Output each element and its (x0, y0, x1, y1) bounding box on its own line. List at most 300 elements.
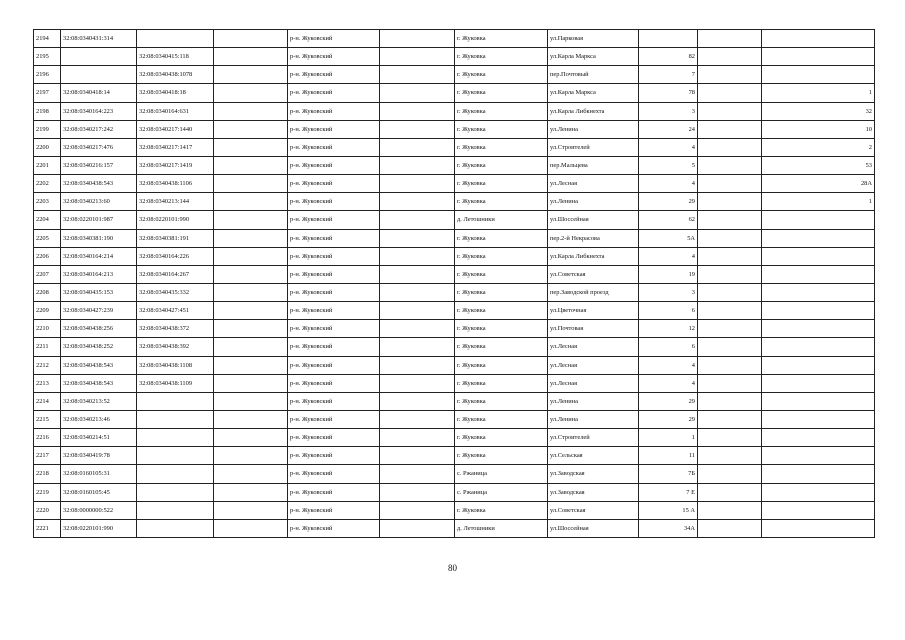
cell-apartment-number (762, 30, 875, 48)
cell-apartment-number (762, 66, 875, 84)
cell-apartment-number: 32 (762, 102, 875, 120)
cell-cadastral-number: 32:08:0340164:223 (61, 102, 137, 120)
cell-empty-col-a (214, 156, 288, 174)
cell-street: ул.Карла Либкнехта (548, 102, 639, 120)
cell-object-cadastral-number: 32:08:0340438:1109 (137, 374, 214, 392)
cell-district: р-н. Жуковский (288, 302, 380, 320)
cell-locality: г. Жуковка (455, 48, 548, 66)
cell-cadastral-number (61, 48, 137, 66)
cell-locality: г. Жуковка (455, 320, 548, 338)
cell-object-cadastral-number (137, 519, 214, 537)
cell-house-number (639, 30, 698, 48)
cell-empty-col-c (698, 410, 762, 428)
table-row (34, 84, 875, 102)
table-row (34, 30, 875, 48)
cell-row-number: 2206 (34, 247, 61, 265)
cell-object-cadastral-number: 32:08:0340438:372 (137, 320, 214, 338)
cell-district: р-н. Жуковский (288, 374, 380, 392)
cell-cadastral-number: 32:08:0340419:78 (61, 447, 137, 465)
cell-empty-col-b (380, 120, 455, 138)
cell-empty-col-a (214, 84, 288, 102)
table-row (34, 447, 875, 465)
cell-cadastral-number: 32:08:0340381:190 (61, 229, 137, 247)
cell-locality: д. Летошники (455, 211, 548, 229)
cell-object-cadastral-number: 32:08:0340418:18 (137, 84, 214, 102)
cell-row-number: 2207 (34, 265, 61, 283)
table-row (34, 410, 875, 428)
cell-row-number: 2216 (34, 429, 61, 447)
cell-object-cadastral-number (137, 447, 214, 465)
cell-street: ул.Шоссейная (548, 519, 639, 537)
cell-house-number: 4 (639, 374, 698, 392)
cell-street: пер.2-й Некрасова (548, 229, 639, 247)
cell-empty-col-c (698, 48, 762, 66)
cell-street: пер.Почтовый (548, 66, 639, 84)
cell-object-cadastral-number: 32:08:0340213:144 (137, 193, 214, 211)
cell-empty-col-b (380, 320, 455, 338)
cell-empty-col-a (214, 338, 288, 356)
cell-empty-col-c (698, 320, 762, 338)
cell-empty-col-b (380, 66, 455, 84)
registry-table (33, 29, 875, 538)
cell-district: р-н. Жуковский (288, 66, 380, 84)
cell-empty-col-b (380, 356, 455, 374)
cell-empty-col-a (214, 193, 288, 211)
cell-cadastral-number: 32:08:0340438:543 (61, 356, 137, 374)
cell-row-number: 2196 (34, 66, 61, 84)
cell-empty-col-a (214, 465, 288, 483)
cell-street: ул.Советская (548, 265, 639, 283)
cell-empty-col-b (380, 265, 455, 283)
cell-object-cadastral-number: 32:08:0340164:631 (137, 102, 214, 120)
cell-empty-col-c (698, 120, 762, 138)
cell-district: р-н. Жуковский (288, 338, 380, 356)
cell-district: р-н. Жуковский (288, 84, 380, 102)
cell-street: ул.Лесная (548, 338, 639, 356)
cell-row-number: 2197 (34, 84, 61, 102)
cell-object-cadastral-number: 32:08:0340217:1417 (137, 138, 214, 156)
cell-cadastral-number: 32:08:0340214:51 (61, 429, 137, 447)
cell-empty-col-b (380, 501, 455, 519)
cell-empty-col-a (214, 519, 288, 537)
cell-row-number: 2218 (34, 465, 61, 483)
cell-house-number: 78 (639, 84, 698, 102)
cell-row-number: 2209 (34, 302, 61, 320)
cell-row-number: 2215 (34, 410, 61, 428)
cell-cadastral-number: 32:08:0340431:314 (61, 30, 137, 48)
cell-empty-col-c (698, 156, 762, 174)
table-row (34, 519, 875, 537)
cell-cadastral-number: 32:08:0340438:543 (61, 175, 137, 193)
cell-object-cadastral-number: 32:08:0340415:118 (137, 48, 214, 66)
cell-empty-col-a (214, 229, 288, 247)
cell-empty-col-b (380, 102, 455, 120)
table-row (34, 229, 875, 247)
cell-locality: г. Жуковка (455, 392, 548, 410)
cell-apartment-number (762, 48, 875, 66)
cell-empty-col-c (698, 338, 762, 356)
cell-empty-col-b (380, 247, 455, 265)
cell-empty-col-a (214, 120, 288, 138)
cell-empty-col-a (214, 392, 288, 410)
cell-empty-col-a (214, 447, 288, 465)
cell-locality: г. Жуковка (455, 374, 548, 392)
cell-house-number: 4 (639, 175, 698, 193)
cell-locality: г. Жуковка (455, 229, 548, 247)
cell-locality: г. Жуковка (455, 66, 548, 84)
cell-street: ул.Советская (548, 501, 639, 519)
cell-empty-col-a (214, 302, 288, 320)
cell-empty-col-c (698, 229, 762, 247)
cell-cadastral-number: 32:08:0160105:31 (61, 465, 137, 483)
cell-street: ул.Ленина (548, 193, 639, 211)
cell-apartment-number (762, 519, 875, 537)
cell-house-number: 6 (639, 302, 698, 320)
cell-empty-col-b (380, 283, 455, 301)
cell-apartment-number (762, 356, 875, 374)
cell-cadastral-number: 32:08:0340213:46 (61, 410, 137, 428)
cell-district: р-н. Жуковский (288, 447, 380, 465)
cell-empty-col-a (214, 410, 288, 428)
cell-house-number: 6 (639, 338, 698, 356)
cell-street: пер.Мальцева (548, 156, 639, 174)
cell-empty-col-b (380, 338, 455, 356)
cell-house-number: 62 (639, 211, 698, 229)
table-row (34, 211, 875, 229)
cell-row-number: 2211 (34, 338, 61, 356)
cell-empty-col-b (380, 84, 455, 102)
cell-street: ул.Парковая (548, 30, 639, 48)
cell-object-cadastral-number (137, 501, 214, 519)
cell-empty-col-b (380, 374, 455, 392)
cell-empty-col-b (380, 392, 455, 410)
cell-row-number: 2214 (34, 392, 61, 410)
cell-house-number: 12 (639, 320, 698, 338)
cell-street: ул.Строителей (548, 138, 639, 156)
cell-street: ул.Строителей (548, 429, 639, 447)
cell-street: ул.Сельская (548, 447, 639, 465)
cell-cadastral-number (61, 66, 137, 84)
cell-locality: г. Жуковка (455, 84, 548, 102)
cell-empty-col-c (698, 211, 762, 229)
cell-district: р-н. Жуковский (288, 392, 380, 410)
cell-object-cadastral-number (137, 483, 214, 501)
cell-district: р-н. Жуковский (288, 102, 380, 120)
table-row (34, 501, 875, 519)
cell-object-cadastral-number (137, 392, 214, 410)
cell-empty-col-c (698, 247, 762, 265)
cell-apartment-number (762, 429, 875, 447)
table-row (34, 356, 875, 374)
cell-object-cadastral-number: 32:08:0340217:1419 (137, 156, 214, 174)
cell-empty-col-b (380, 483, 455, 501)
table-row (34, 102, 875, 120)
cell-empty-col-c (698, 465, 762, 483)
cell-house-number: 34А (639, 519, 698, 537)
table-row (34, 156, 875, 174)
cell-house-number: 29 (639, 193, 698, 211)
cell-empty-col-a (214, 138, 288, 156)
cell-row-number: 2217 (34, 447, 61, 465)
cell-locality: г. Жуковка (455, 175, 548, 193)
cell-cadastral-number: 32:08:0340213:60 (61, 193, 137, 211)
cell-object-cadastral-number: 32:08:0340438:1108 (137, 356, 214, 374)
cell-apartment-number (762, 265, 875, 283)
table-row (34, 265, 875, 283)
cell-locality: с. Ржаница (455, 483, 548, 501)
cell-locality: г. Жуковка (455, 102, 548, 120)
cell-locality: г. Жуковка (455, 302, 548, 320)
cell-empty-col-b (380, 429, 455, 447)
cell-locality: г. Жуковка (455, 265, 548, 283)
cell-street: ул.Цветочная (548, 302, 639, 320)
cell-object-cadastral-number (137, 429, 214, 447)
cell-district: р-н. Жуковский (288, 138, 380, 156)
cell-locality: г. Жуковка (455, 447, 548, 465)
cell-cadastral-number: 32:08:0340427:239 (61, 302, 137, 320)
table-row (34, 193, 875, 211)
cell-locality: г. Жуковка (455, 30, 548, 48)
cell-cadastral-number: 32:08:0160105:45 (61, 483, 137, 501)
cell-apartment-number (762, 229, 875, 247)
cell-house-number: 4 (639, 247, 698, 265)
cell-house-number: 4 (639, 356, 698, 374)
cell-locality: г. Жуковка (455, 156, 548, 174)
table-row (34, 175, 875, 193)
cell-district: р-н. Жуковский (288, 156, 380, 174)
cell-district: р-н. Жуковский (288, 519, 380, 537)
cell-house-number: 4 (639, 138, 698, 156)
cell-empty-col-a (214, 30, 288, 48)
cell-cadastral-number: 32:08:0340418:14 (61, 84, 137, 102)
cell-house-number: 7Б (639, 465, 698, 483)
table-row (34, 483, 875, 501)
cell-street: ул.Карла Либкнехта (548, 247, 639, 265)
cell-row-number: 2208 (34, 283, 61, 301)
cell-cadastral-number: 32:08:0340217:242 (61, 120, 137, 138)
cell-locality: г. Жуковка (455, 410, 548, 428)
cell-apartment-number (762, 338, 875, 356)
table-row (34, 374, 875, 392)
cell-apartment-number (762, 410, 875, 428)
cell-empty-col-c (698, 193, 762, 211)
cell-apartment-number (762, 283, 875, 301)
cell-cadastral-number: 32:08:0340438:256 (61, 320, 137, 338)
cell-object-cadastral-number: 32:08:0340435:332 (137, 283, 214, 301)
cell-district: р-н. Жуковский (288, 320, 380, 338)
cell-house-number: 15 А (639, 501, 698, 519)
table-row (34, 320, 875, 338)
cell-empty-col-b (380, 465, 455, 483)
cell-object-cadastral-number: 32:08:0340164:226 (137, 247, 214, 265)
cell-street: ул.Карла Маркса (548, 84, 639, 102)
cell-empty-col-a (214, 175, 288, 193)
table-row (34, 429, 875, 447)
cell-empty-col-a (214, 102, 288, 120)
cell-empty-col-a (214, 320, 288, 338)
cell-empty-col-c (698, 30, 762, 48)
cell-row-number: 2201 (34, 156, 61, 174)
cell-empty-col-c (698, 501, 762, 519)
cell-row-number: 2220 (34, 501, 61, 519)
cell-empty-col-a (214, 66, 288, 84)
cell-apartment-number: 28А (762, 175, 875, 193)
cell-house-number: 5А (639, 229, 698, 247)
cell-object-cadastral-number: 32:08:0340438:1078 (137, 66, 214, 84)
table-row (34, 247, 875, 265)
table-row (34, 48, 875, 66)
cell-house-number: 24 (639, 120, 698, 138)
cell-apartment-number (762, 465, 875, 483)
cell-cadastral-number: 32:08:0340435:153 (61, 283, 137, 301)
table-row (34, 465, 875, 483)
cell-empty-col-b (380, 211, 455, 229)
cell-empty-col-a (214, 48, 288, 66)
cell-district: р-н. Жуковский (288, 501, 380, 519)
cell-house-number: 19 (639, 265, 698, 283)
cell-apartment-number: 1 (762, 84, 875, 102)
cell-house-number: 7 (639, 66, 698, 84)
table-row (34, 392, 875, 410)
cell-empty-col-c (698, 302, 762, 320)
cell-locality: д. Летошники (455, 519, 548, 537)
cell-object-cadastral-number: 32:08:0340438:1106 (137, 175, 214, 193)
cell-district: р-н. Жуковский (288, 193, 380, 211)
cell-street: ул.Шоссейная (548, 211, 639, 229)
cell-cadastral-number: 32:08:0220101:987 (61, 211, 137, 229)
cell-empty-col-c (698, 66, 762, 84)
cell-locality: г. Жуковка (455, 356, 548, 374)
table-row (34, 338, 875, 356)
cell-street: ул.Ленина (548, 120, 639, 138)
cell-street: ул.Ленина (548, 410, 639, 428)
cell-locality: г. Жуковка (455, 120, 548, 138)
cell-apartment-number: 1 (762, 193, 875, 211)
cell-row-number: 2203 (34, 193, 61, 211)
cell-street: ул.Заводская (548, 465, 639, 483)
cell-object-cadastral-number (137, 410, 214, 428)
cell-apartment-number (762, 447, 875, 465)
cell-house-number: 29 (639, 392, 698, 410)
cell-row-number: 2202 (34, 175, 61, 193)
cell-locality: г. Жуковка (455, 193, 548, 211)
cell-cadastral-number: 32:08:0340216:157 (61, 156, 137, 174)
cell-empty-col-c (698, 356, 762, 374)
cell-locality: г. Жуковка (455, 429, 548, 447)
table-row (34, 66, 875, 84)
cell-row-number: 2198 (34, 102, 61, 120)
cell-locality: г. Жуковка (455, 247, 548, 265)
cell-apartment-number (762, 320, 875, 338)
cell-empty-col-c (698, 102, 762, 120)
cell-object-cadastral-number (137, 30, 214, 48)
registry-table-body (34, 30, 875, 538)
cell-cadastral-number: 32:08:0340164:214 (61, 247, 137, 265)
cell-empty-col-b (380, 519, 455, 537)
cell-object-cadastral-number: 32:08:0340427:451 (137, 302, 214, 320)
cell-cadastral-number: 32:08:0220101:990 (61, 519, 137, 537)
cell-row-number: 2204 (34, 211, 61, 229)
cell-object-cadastral-number: 32:08:0340381:191 (137, 229, 214, 247)
cell-empty-col-b (380, 410, 455, 428)
cell-apartment-number (762, 501, 875, 519)
cell-empty-col-c (698, 392, 762, 410)
cell-row-number: 2205 (34, 229, 61, 247)
cell-empty-col-c (698, 374, 762, 392)
cell-district: р-н. Жуковский (288, 175, 380, 193)
cell-empty-col-c (698, 265, 762, 283)
cell-apartment-number (762, 302, 875, 320)
cell-empty-col-a (214, 374, 288, 392)
cell-apartment-number (762, 483, 875, 501)
cell-object-cadastral-number: 32:08:0220101:990 (137, 211, 214, 229)
cell-empty-col-a (214, 247, 288, 265)
cell-empty-col-a (214, 356, 288, 374)
cell-empty-col-c (698, 84, 762, 102)
cell-apartment-number (762, 392, 875, 410)
cell-locality: с. Ржаница (455, 465, 548, 483)
cell-apartment-number (762, 247, 875, 265)
cell-empty-col-b (380, 48, 455, 66)
page-number: 80 (448, 563, 457, 573)
cell-street: ул.Лесная (548, 175, 639, 193)
cell-empty-col-b (380, 30, 455, 48)
cell-district: р-н. Жуковский (288, 265, 380, 283)
cell-street: ул.Лесная (548, 356, 639, 374)
cell-empty-col-c (698, 447, 762, 465)
cell-empty-col-b (380, 193, 455, 211)
cell-district: р-н. Жуковский (288, 410, 380, 428)
table-row (34, 120, 875, 138)
cell-house-number: 3 (639, 283, 698, 301)
cell-street: ул.Почтовая (548, 320, 639, 338)
cell-row-number: 2219 (34, 483, 61, 501)
cell-row-number: 2194 (34, 30, 61, 48)
cell-empty-col-c (698, 519, 762, 537)
cell-street: ул.Ленина (548, 392, 639, 410)
cell-row-number: 2212 (34, 356, 61, 374)
cell-empty-col-b (380, 156, 455, 174)
cell-district: р-н. Жуковский (288, 483, 380, 501)
cell-house-number: 82 (639, 48, 698, 66)
cell-cadastral-number: 32:08:0340438:252 (61, 338, 137, 356)
cell-house-number: 3 (639, 102, 698, 120)
cell-district: р-н. Жуковский (288, 465, 380, 483)
cell-empty-col-c (698, 429, 762, 447)
cell-locality: г. Жуковка (455, 501, 548, 519)
cell-cadastral-number: 32:08:0000000:522 (61, 501, 137, 519)
table-row (34, 138, 875, 156)
cell-empty-col-a (214, 211, 288, 229)
cell-row-number: 2200 (34, 138, 61, 156)
cell-house-number: 5 (639, 156, 698, 174)
cell-district: р-н. Жуковский (288, 120, 380, 138)
cell-object-cadastral-number: 32:08:0340217:1440 (137, 120, 214, 138)
cell-house-number: 29 (639, 410, 698, 428)
cell-empty-col-a (214, 483, 288, 501)
cell-apartment-number (762, 374, 875, 392)
cell-street: пер.Заводской проезд (548, 283, 639, 301)
cell-cadastral-number: 32:08:0340164:213 (61, 265, 137, 283)
cell-apartment-number (762, 211, 875, 229)
cell-house-number: 11 (639, 447, 698, 465)
cell-district: р-н. Жуковский (288, 429, 380, 447)
cell-district: р-н. Жуковский (288, 30, 380, 48)
cell-district: р-н. Жуковский (288, 283, 380, 301)
cell-object-cadastral-number: 32:08:0340438:392 (137, 338, 214, 356)
cell-locality: г. Жуковка (455, 138, 548, 156)
cell-locality: г. Жуковка (455, 283, 548, 301)
